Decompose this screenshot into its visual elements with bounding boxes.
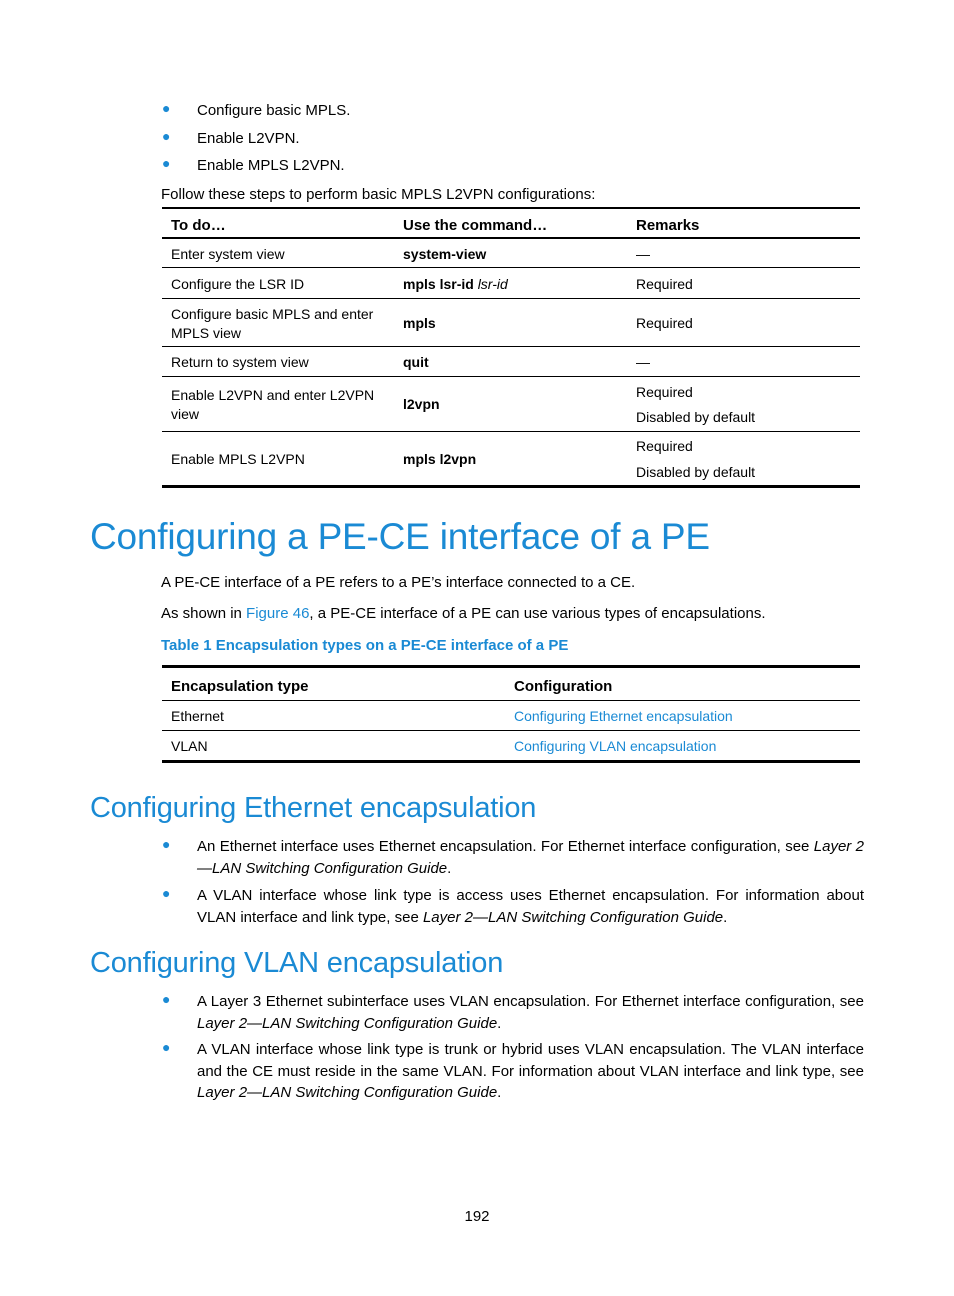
paragraph-text: As shown in — [161, 605, 247, 622]
vlan-encapsulation-link[interactable]: Configuring VLAN encapsulation — [514, 738, 717, 754]
bullet-text: A VLAN interface whose link type is trunk or hybrid uses VLAN encapsulation. The VLAN interface and the CE must reside in the same VLAN. For information about VLAN interface and link type, see Layer 2—LAN Switching Configuration Guide. — [197, 1041, 864, 1101]
remarks-cell: — — [636, 246, 650, 262]
header-rule — [162, 237, 860, 239]
command-argument: lsr-id — [477, 276, 508, 292]
remarks-cell: Disabled by default — [636, 464, 756, 480]
row-divider — [162, 730, 860, 731]
bullet-text: Enable L2VPN. — [197, 130, 300, 147]
bullet-text: Configure basic MPLS. — [197, 102, 351, 119]
header-rule — [162, 700, 860, 701]
column-header: Encapsulation type — [171, 678, 309, 695]
section-heading: Configuring Ethernet encapsulation — [90, 792, 537, 824]
remarks-cell: Disabled by default — [636, 409, 756, 425]
row-divider — [162, 431, 860, 432]
row-divider — [162, 298, 860, 299]
command-keyword: mpls lsr-id — [403, 276, 474, 292]
command-cell — [403, 275, 508, 294]
column-header: To do… — [171, 217, 226, 234]
command-cell: mpls l2vpn — [403, 451, 477, 467]
bullet-icon: ● — [162, 885, 171, 901]
command-cell: quit — [403, 354, 429, 370]
table-bottom-rule — [162, 485, 860, 488]
bullet-text: A Layer 3 Ethernet subinterface uses VLAN encapsulation. For Ethernet interface configuration, see Layer 2—LAN Switching Configuration Guide. — [197, 993, 864, 1032]
column-header: Configuration — [514, 678, 613, 695]
table-bottom-rule — [162, 760, 860, 763]
table-cell: Enable MPLS L2VPN — [171, 451, 305, 467]
bullet-icon: ● — [162, 100, 171, 116]
bullet-icon: ● — [162, 991, 171, 1007]
remarks-cell: Required — [636, 315, 693, 331]
section-heading: Configuring a PE-CE interface of a PE — [90, 516, 710, 557]
bullet-icon: ● — [162, 155, 171, 171]
table-top-rule — [162, 207, 860, 209]
table-cell: Return to system view — [171, 354, 309, 370]
bullet-icon: ● — [162, 836, 171, 852]
bullet-text: An Ethernet interface uses Ethernet encapsulation. For Ethernet interface configuration, see Layer 2—LAN Switching Configuration Guide. — [197, 838, 864, 877]
command-cell: mpls — [403, 315, 436, 331]
table-caption: Table 1 Encapsulation types on a PE-CE interface of a PE — [161, 637, 569, 654]
remarks-cell: Required — [636, 276, 693, 292]
remarks-cell: — — [636, 354, 650, 370]
ethernet-encapsulation-link[interactable]: Configuring Ethernet encapsulation — [514, 708, 733, 724]
command-cell: system-view — [403, 246, 487, 262]
command-cell: l2vpn — [403, 396, 440, 412]
remarks-cell: Required — [636, 384, 693, 400]
table-cell: Enter system view — [171, 246, 285, 262]
row-divider — [162, 346, 860, 347]
table-cell: Configure the LSR ID — [171, 276, 305, 292]
table-cell: Configure basic MPLS and enter MPLS view — [171, 306, 374, 341]
remarks-cell: Required — [636, 438, 693, 454]
steps-intro: Follow these steps to perform basic MPLS L2VPN configurations: — [161, 186, 596, 203]
paragraph: A PE-CE interface of a PE refers to a PE’s interface connected to a CE. — [161, 574, 636, 591]
column-header: Remarks — [636, 217, 700, 234]
table-cell: VLAN — [171, 738, 208, 754]
figure-link[interactable]: Figure 46 — [246, 605, 310, 622]
column-header: Use the command… — [403, 217, 548, 234]
row-divider — [162, 376, 860, 377]
table-top-rule — [162, 665, 860, 668]
bullet-text: Enable MPLS L2VPN. — [197, 157, 345, 174]
bullet-text: A VLAN interface whose link type is access uses Ethernet encapsulation. For information about VLAN interface and link type, see Layer 2—LAN Switching Configuration Guide. — [197, 887, 864, 926]
section-heading: Configuring VLAN encapsulation — [90, 947, 504, 979]
table-cell: Ethernet — [171, 708, 224, 724]
paragraph — [161, 605, 766, 622]
bullet-icon: ● — [162, 128, 171, 144]
bullet-icon: ● — [162, 1039, 171, 1055]
paragraph-text: , a PE-CE interface of a PE can use various types of encapsulations. — [309, 605, 766, 622]
page-number: 192 — [464, 1208, 490, 1225]
table-cell: Enable L2VPN and enter L2VPN view — [171, 387, 375, 422]
row-divider — [162, 267, 860, 268]
